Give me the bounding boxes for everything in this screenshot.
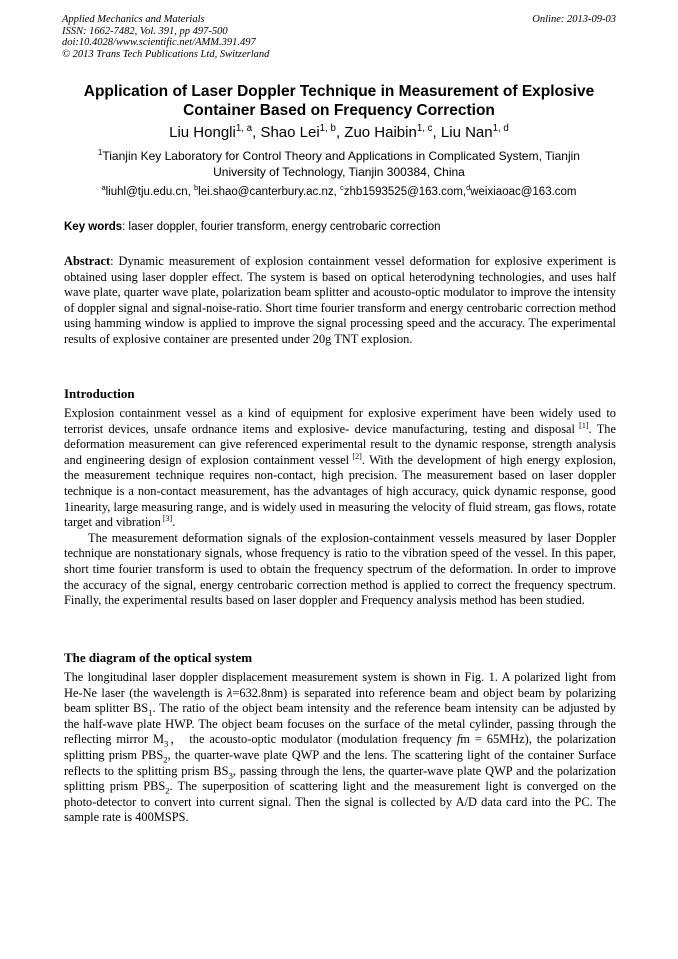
citation-ref: [3]	[160, 514, 173, 524]
introduction-heading: Introduction	[64, 386, 135, 401]
text-run: m = 65MHz), the polarization splitting prism PBS	[64, 732, 616, 762]
abstract-text: : Dynamic measurement of explosion containment vessel deformation for explosive experiment is obtained using laser doppler effect. The system is based on optical heterodyning technologies, and uses half wave plate, quarter wave plate, polarization beam splitter and acousto-optic modulator to improve the intensity of doppler signal and signal-noise-ratio. Short time fourier transform and energy centrobaric correction method using hamming window is applied to improve the signal processing speed and the accuracy. The experimental results of explosive container are presented under 20g TNT explosion.	[64, 254, 616, 346]
introduction-paragraph-1	[64, 406, 616, 531]
affiliation-line2: University of Technology, Tianjin 300384, China	[213, 165, 465, 179]
author-sup: 1, b	[319, 123, 336, 134]
text-run: .	[172, 515, 176, 530]
author-sup: 1, c	[416, 123, 433, 134]
paper-title-line2: Container Based on Frequency Correction	[183, 102, 495, 119]
text-run: . The ratio of the object beam intensity and the reference beam intensity can be adjusted by the half-wave plate HWP. The object beam focuses on the surface of the metal cylinder, passing through the reflecting mirror M	[64, 701, 616, 747]
subscript: 3	[228, 770, 233, 781]
abstract	[64, 254, 616, 348]
optical-system-paragraph	[64, 670, 616, 826]
email-address: weixiaoac@163.com	[470, 186, 577, 198]
text-run: ， the acousto-optic modulator (modulation frequency	[168, 732, 457, 747]
keywords-label: Key words	[64, 221, 123, 233]
text-run: , the quarter-wave plate QWP and the lens. The scattering light of the container Surface reflects to the splitting prism BS	[64, 747, 617, 778]
online-date: Online: 2013-09-03	[532, 14, 616, 25]
introduction-body	[64, 406, 616, 609]
author-name: Liu Nan	[440, 124, 493, 141]
keywords	[64, 220, 616, 235]
text-run: . The deformation measurement can give referenced experimental result to the dynamic response, strength analysis and engineering design of explosion containment vessel	[64, 421, 616, 467]
paper-title	[62, 82, 616, 120]
text-run: , passing through the lens, the quarter-wave plate QWP and the polarization splitting prism PBS	[64, 763, 616, 794]
journal-header	[62, 14, 616, 60]
subscript: 1	[148, 707, 153, 718]
subscript: 2	[165, 785, 170, 796]
paper-title-line1: Application of Laser Doppler Technique in Measurement of Explosive	[83, 83, 595, 100]
author-name: Shao Lei	[260, 124, 320, 141]
optical-system-heading: The diagram of the optical system	[64, 650, 253, 665]
author-sup: 1, a	[235, 123, 253, 134]
keywords-text: : laser doppler, fourier transform, energy centrobaric correction	[122, 221, 441, 233]
journal-name: Applied Mechanics and Materials	[62, 14, 205, 25]
email-sup: a	[101, 183, 106, 193]
frequency-symbol: f	[456, 732, 461, 747]
email-sup: b	[194, 183, 199, 193]
text-run: . With the development of high energy explosion, the measurement technique requires non-contact, high precision. The measurement based on laser doppler technique is a non-contact measurement, has the advantages of high accuracy, quick dynamic response, good 1inearity, large measuring range, and is widely used in measuring the velocity of fluid stream, gas flows, rotate target and vibration	[64, 452, 616, 530]
email-list: $^a$liuhl@tju.edu.cn, $^b$lei.shao@canterbury.ac.nz, $^c$zhb1593525@163.com,$^d$weixiaoac@163.com	[101, 183, 577, 198]
author-name: Liu Hongli	[169, 124, 236, 141]
introduction-paragraph-2: The measurement deformation signals of the explosion-containment vessels measured by laser Doppler technique are nonstationary signals, whose frequency is ratio to the vibration speed of the vessel. In this paper, short time fourier transform is used to obtain the frequency spectrum of the deformation. In order to improve the accuracy of the signal, energy centrobaric correction method is applied to correct the frequency spectrum. Finally, the experimental results based on laser doppler and Frequency analysis method has been studied.	[64, 530, 616, 608]
citation-ref: [1]	[574, 420, 589, 430]
affiliation-sup: 1	[98, 148, 103, 157]
text-run: =632.8nm) is separated into reference beam and object beam by polarizing beam splitter BS	[64, 685, 616, 716]
email-address: zhb1593525@163.com	[343, 186, 463, 198]
subscript: 3	[164, 738, 169, 749]
author-list: Liu Hongli$^{1, a}$, Shao Lei$^{1, b}$, Zuo Haibin$^{1, c}$, Liu Nan$^{1, d}$	[169, 123, 509, 141]
email-sup: c	[340, 183, 344, 193]
text-run: . The superposition of scattering light and the measurement light is converged on the photo-detector to convert into current signal. Then the signal is collected by A/D data card into the PC. The sample rate is 400MSPS.	[64, 779, 616, 825]
journal-copyright: © 2013 Trans Tech Publications Ltd, Switzerland	[62, 48, 270, 60]
subscript: 2	[163, 754, 168, 765]
author-sup: 1, d	[492, 123, 509, 134]
text-run: The longitudinal laser doppler displacement measurement system is shown in Fig. 1. A polarized light from He-Ne laser (the wavelength is	[64, 670, 616, 700]
citation-ref: [2]	[349, 451, 362, 461]
email-address: lei.shao@canterbury.ac.nz	[198, 186, 334, 198]
optical-system-body	[64, 670, 616, 826]
journal-doi: doi:10.4028/www.scientific.net/AMM.391.497	[62, 37, 256, 48]
lambda-symbol: λ	[227, 685, 233, 700]
abstract-label: Abstract	[64, 254, 111, 268]
text-run: Explosion containment vessel as a kind of equipment for explosive experiment have been widely used to terrorist devices, unsafe ordnance items and explosive- device manufacturing, testing and disposal	[64, 406, 616, 436]
email-address: liuhl@tju.edu.cn	[105, 186, 188, 198]
journal-issn: ISSN: 1662-7482, Vol. 391, pp 497-500	[62, 25, 228, 37]
author-name: Zuo Haibin	[344, 124, 417, 141]
affiliation	[62, 148, 616, 180]
affiliation-line1: Tianjin Key Laboratory for Control Theory and Applications in Complicated System, Tianjin	[102, 149, 580, 163]
email-sup: d	[466, 183, 471, 193]
